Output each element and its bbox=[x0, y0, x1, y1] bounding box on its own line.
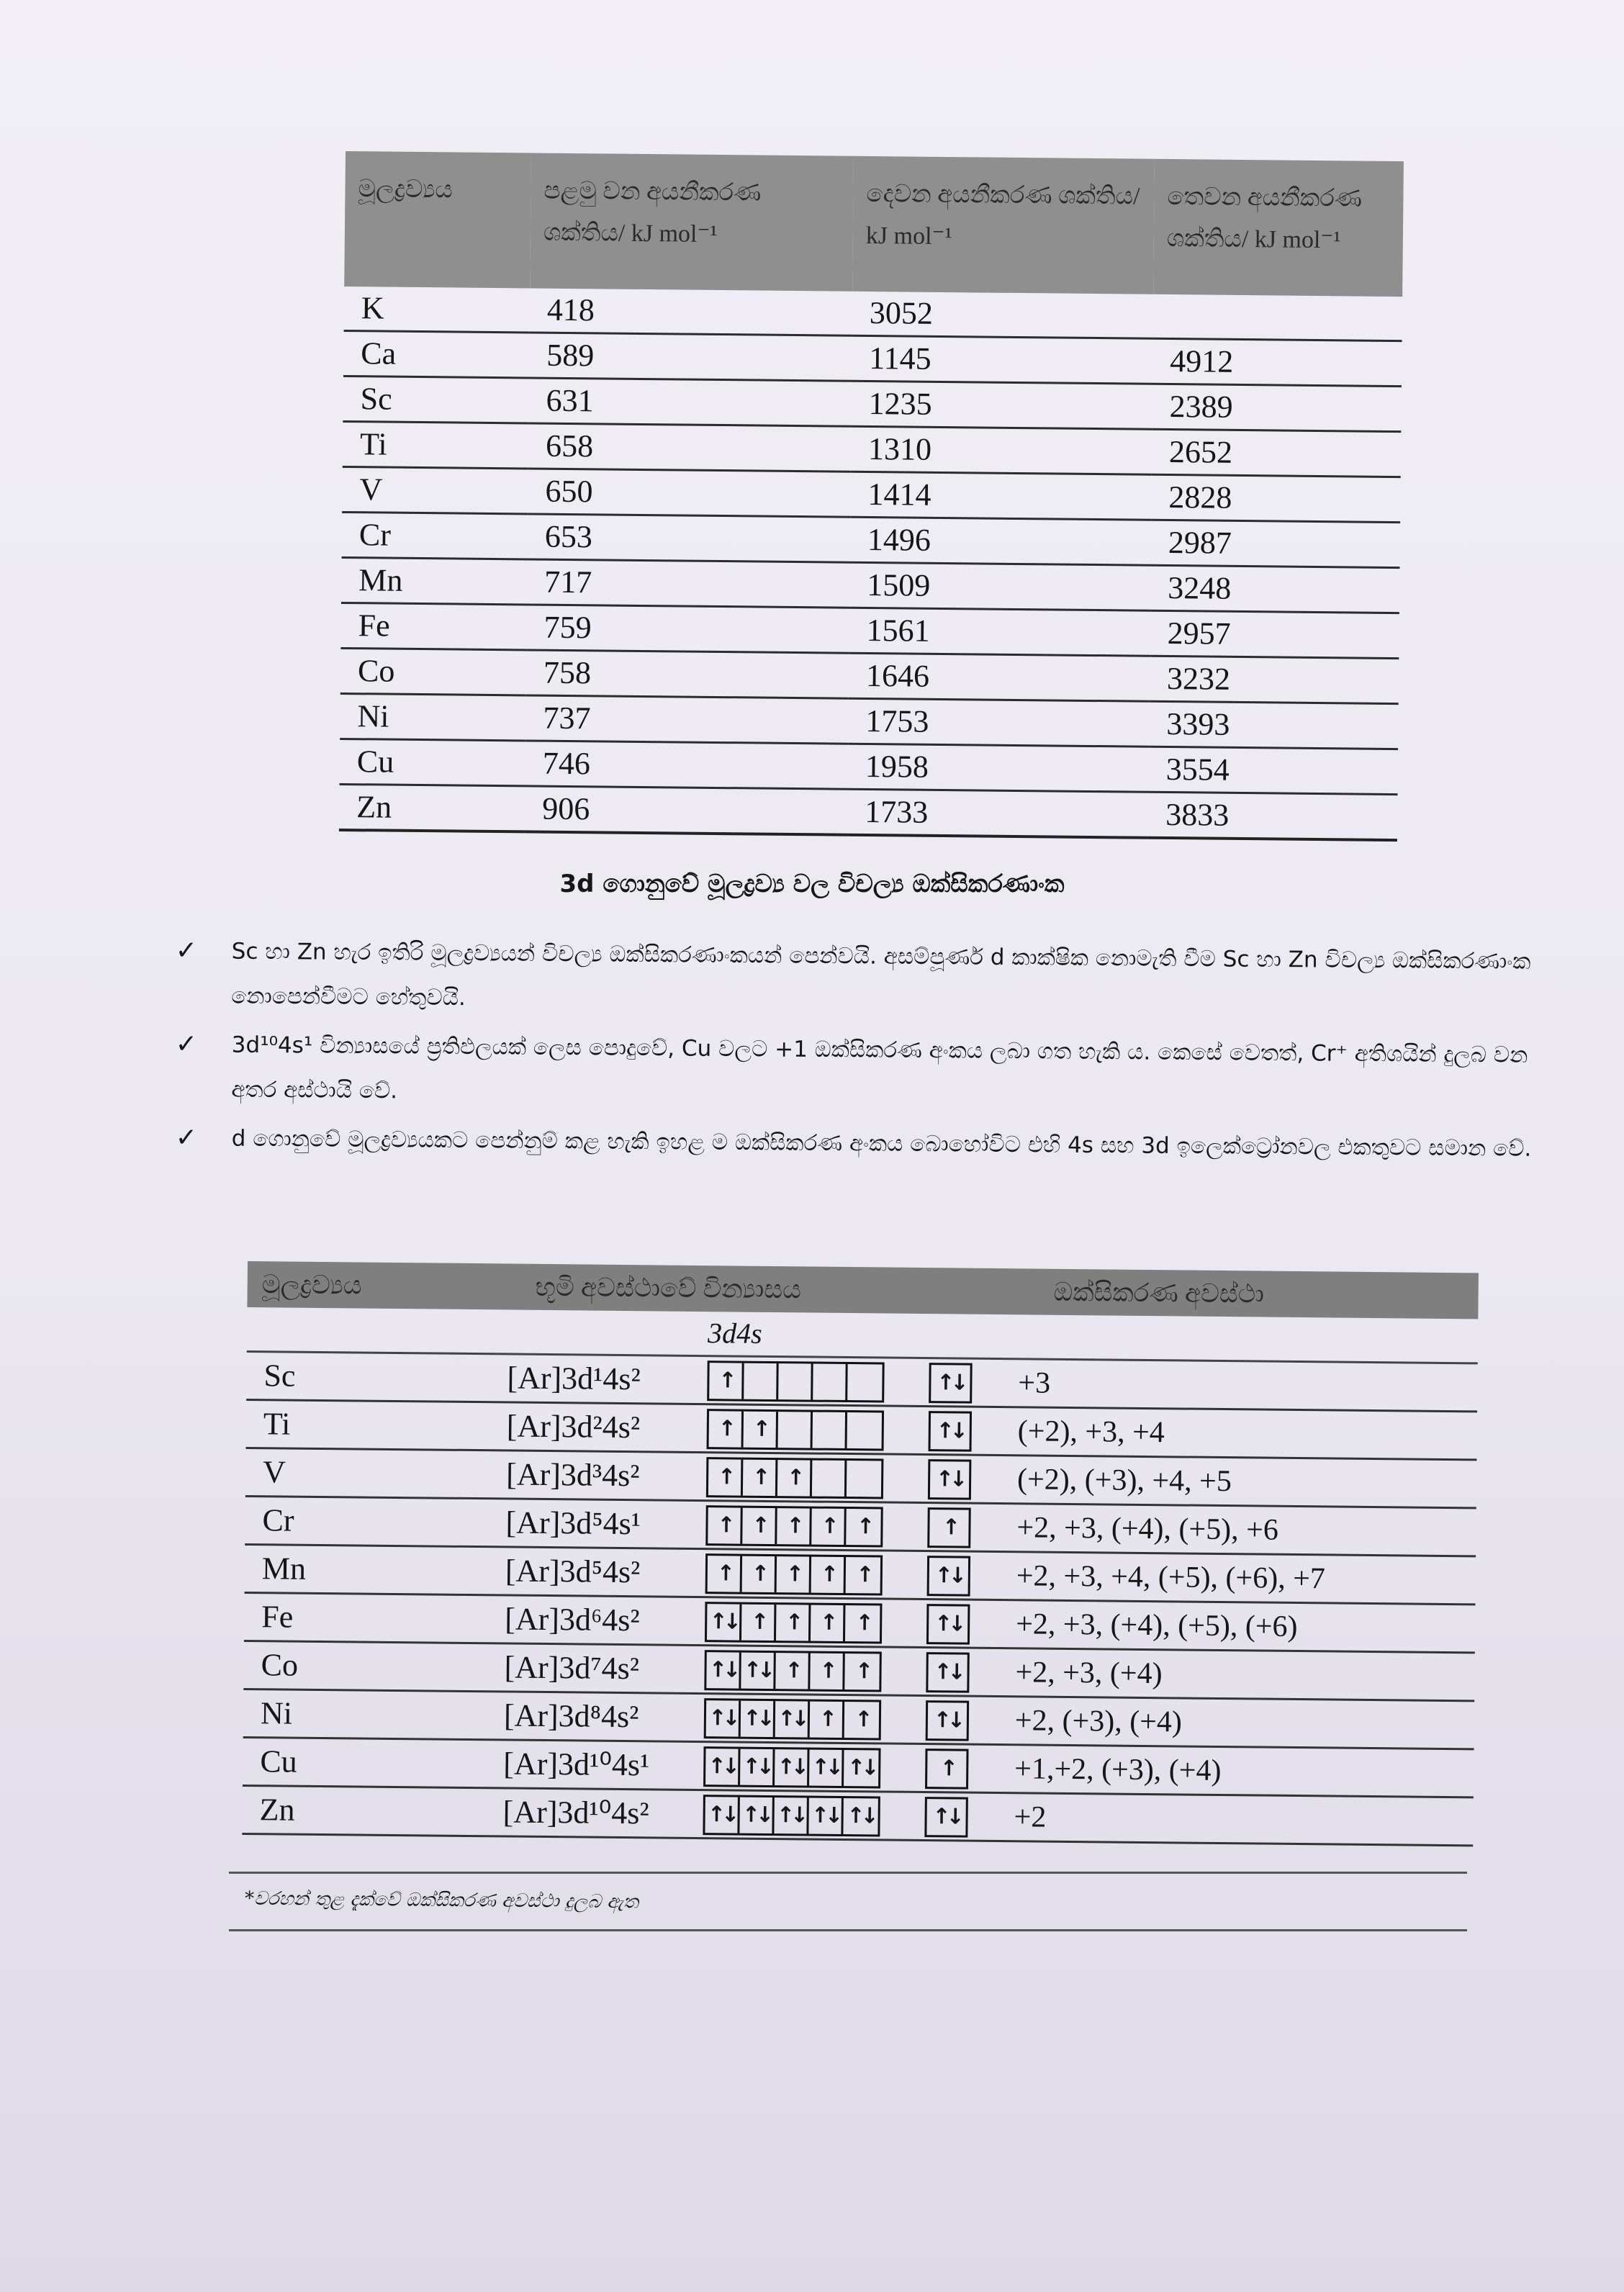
cell-third-ie: 2389 bbox=[1152, 384, 1402, 431]
check-icon: ✓ bbox=[175, 936, 198, 966]
config-header-element: මූලද්‍රව්‍යය bbox=[261, 1269, 362, 1300]
check-icon: ✓ bbox=[175, 1029, 198, 1060]
config-header-oxidation: ඔක්සිකරණ අවස්ථා bbox=[1053, 1277, 1265, 1309]
header-first-ie: පළමු වන අයනීකරණ ශක්තිය/ kJ mol⁻¹ bbox=[530, 153, 854, 291]
d-orbital-boxes bbox=[704, 1650, 882, 1692]
d-orbital-box: ↑↓ bbox=[741, 1701, 775, 1737]
d-orbital-box: ↑ bbox=[709, 1411, 744, 1447]
d-orbital-box: ↑ bbox=[810, 1702, 844, 1738]
cell-element: Mn bbox=[341, 557, 528, 604]
d-orbital-box: ↑ bbox=[709, 1363, 744, 1399]
cell-configuration: [Ar]3d⁸4s² bbox=[503, 1697, 639, 1735]
d-orbital-boxes bbox=[707, 1409, 885, 1450]
cell-first-ie: 631 bbox=[528, 378, 852, 426]
cell-element: Ti bbox=[263, 1406, 291, 1442]
d-orbital-box: ↑ bbox=[811, 1557, 846, 1593]
footnote: *වරහන් තුළ දැක්වේ ඔක්සිකරණ අවස්ථා දුලබ ඇත bbox=[244, 1887, 639, 1913]
cell-element: Co bbox=[261, 1647, 299, 1683]
cell-oxidation-states: +1,+2, (+3), (+4) bbox=[1014, 1752, 1222, 1788]
d-orbital-box bbox=[847, 1364, 882, 1400]
d-orbital-box: ↑ bbox=[855, 1610, 870, 1636]
cell-oxidation-states: +2, +3, +4, (+5), (+6), +7 bbox=[1016, 1559, 1326, 1596]
d-orbital-box: ↑ bbox=[776, 1605, 811, 1641]
cell-first-ie: 589 bbox=[529, 333, 852, 381]
cell-configuration: [Ar]3d¹⁰4s² bbox=[502, 1794, 649, 1831]
cell-third-ie: 3833 bbox=[1148, 792, 1398, 840]
d-orbital-box: ↑ bbox=[856, 1514, 871, 1540]
d-orbital-box: ↑ bbox=[742, 1508, 777, 1544]
d-orbital-boxes bbox=[706, 1457, 884, 1499]
cell-second-ie: 1509 bbox=[849, 562, 1151, 610]
d-orbital-boxes bbox=[703, 1795, 880, 1836]
d-orbital-box: ↑↓ bbox=[740, 1749, 775, 1785]
d-orbital-box: ↑ bbox=[708, 1507, 742, 1543]
d-orbital-box: ↑↓ bbox=[775, 1701, 810, 1737]
d-orbital-box: ↑ bbox=[854, 1659, 870, 1684]
ionization-table-body bbox=[339, 286, 1402, 840]
d-orbital-box: ↑↓ bbox=[741, 1653, 775, 1689]
cell-configuration: [Ar]3d⁵4s¹ bbox=[505, 1504, 641, 1542]
bullet-text: d ගොනුවේ මූලද්‍රව්‍යයකට පෙන්නුම් කළ හැකි ඉහළ ම ඔක්සිකරණ අංකය බොහෝවිට එහි 4s සහ 3d ඉලෙක්ට්‍රෝනවල එකතුවට සමාන වේ. bbox=[231, 1125, 1532, 1162]
s-orbital-box: ↑↓ bbox=[927, 1556, 971, 1597]
d-orbital-boxes bbox=[707, 1361, 885, 1402]
d-orbital-box bbox=[847, 1412, 882, 1448]
d-orbital-box: ↑↓ bbox=[775, 1749, 809, 1785]
cell-element: Cr bbox=[342, 512, 528, 559]
d-orbital-box: ↑ bbox=[811, 1605, 845, 1641]
cell-configuration: [Ar]3d⁵4s² bbox=[505, 1553, 641, 1590]
d-orbital-box: ↑ bbox=[810, 1653, 844, 1689]
s-orbital-box: ↑↓ bbox=[926, 1700, 970, 1741]
divider bbox=[229, 1872, 1467, 1874]
s-orbital-box: ↑↓ bbox=[929, 1411, 973, 1452]
d-orbital-box: ↑↓ bbox=[847, 1803, 875, 1829]
bullet-list bbox=[173, 929, 1562, 1165]
config-table-body bbox=[242, 1353, 1477, 1846]
cell-element: Zn bbox=[339, 784, 525, 831]
ionization-header-row bbox=[344, 151, 1404, 297]
s-orbital-box: ↑↓ bbox=[929, 1363, 973, 1404]
cell-second-ie: 1561 bbox=[849, 608, 1150, 656]
cell-configuration: [Ar]3d¹4s² bbox=[507, 1360, 641, 1397]
d-orbital-boxes bbox=[705, 1553, 883, 1595]
config-header-configuration: භූමි අවස්ථාවේ වින්‍යාසය bbox=[535, 1272, 802, 1304]
cell-configuration: [Ar]3d⁷4s² bbox=[504, 1649, 640, 1687]
cell-third-ie: 3232 bbox=[1150, 656, 1399, 703]
check-icon: ✓ bbox=[175, 1123, 198, 1153]
d-orbital-boxes bbox=[703, 1746, 881, 1788]
cell-first-ie: 650 bbox=[528, 469, 851, 517]
cell-element: Fe bbox=[261, 1599, 294, 1635]
cell-configuration: [Ar]3d⁶4s² bbox=[505, 1601, 640, 1638]
cell-first-ie: 759 bbox=[526, 605, 849, 653]
cell-second-ie: 1753 bbox=[848, 698, 1150, 746]
cell-third-ie: 2828 bbox=[1151, 474, 1401, 522]
d-orbital-box bbox=[847, 1461, 881, 1497]
s-orbital-box: ↑↓ bbox=[924, 1797, 968, 1838]
d-orbital-box: ↑ bbox=[775, 1653, 810, 1689]
cell-first-ie: 418 bbox=[530, 288, 853, 335]
bullet-text: 3d¹⁰4s¹ වින්‍යාසයේ ප්‍රතිඵලයක් ලෙස පොදුවේ, Cu වලට +1 ඔක්සිකරණ අංකය ලබා ගත හැකි ය. කෙසේ වෙතත්, Cr⁺ අතිශයින් දුලබ වන අතර අස්ථායි වේ. bbox=[231, 1032, 1528, 1104]
bullet-text: Sc හා Zn හැර ඉතිරි මූලද්‍රව්‍යයන් විචල්‍ය ඔක්සිකරණාංකයන් පෙන්වයි. අසම්පූර්ණ d කාක්ෂික නොමැති වීම Sc හා Zn විචල්‍ය ඔක්සිකරණාංක නොපෙන්වීමට හේතුවයි. bbox=[231, 938, 1531, 1011]
s-orbital-box: ↑↓ bbox=[928, 1459, 972, 1500]
cell-element: K bbox=[344, 286, 531, 333]
d-orbital-box: ↑ bbox=[708, 1459, 743, 1495]
bullet-item bbox=[172, 1022, 1562, 1122]
cell-oxidation-states: +3 bbox=[1018, 1366, 1051, 1400]
header-third-ie: තෙවන අයනීකරණ ශක්තිය/ kJ mol⁻¹ bbox=[1153, 159, 1404, 297]
d-orbital-boxes bbox=[705, 1602, 883, 1643]
s-orbital-box: ↑↓ bbox=[926, 1604, 970, 1645]
d-orbital-box: ↑ bbox=[708, 1556, 742, 1592]
cell-second-ie: 1414 bbox=[850, 472, 1152, 520]
d-orbital-box: ↑↓ bbox=[847, 1755, 875, 1781]
bullet-item bbox=[172, 929, 1562, 1029]
cell-first-ie: 906 bbox=[525, 786, 848, 835]
d-orbital-box bbox=[778, 1363, 813, 1399]
cell-first-ie: 758 bbox=[526, 650, 849, 698]
cell-second-ie: 1496 bbox=[850, 517, 1152, 565]
cell-element: V bbox=[262, 1454, 287, 1490]
cell-element: Co bbox=[340, 648, 527, 695]
cell-element: Fe bbox=[340, 603, 527, 649]
cell-first-ie: 653 bbox=[528, 514, 851, 562]
cell-first-ie: 717 bbox=[527, 559, 850, 608]
cell-third-ie: 2957 bbox=[1150, 610, 1399, 658]
d-orbital-box bbox=[813, 1412, 847, 1448]
cell-third-ie: 3248 bbox=[1150, 565, 1400, 613]
cell-second-ie: 1958 bbox=[848, 744, 1150, 792]
d-orbital-box bbox=[812, 1461, 847, 1497]
s-orbital-box: ↑ bbox=[927, 1507, 971, 1548]
cell-second-ie: 3052 bbox=[852, 292, 1154, 339]
d-orbital-box: ↑ bbox=[744, 1412, 778, 1448]
d-orbital-box: ↑ bbox=[777, 1556, 811, 1592]
cell-third-ie: 3554 bbox=[1149, 746, 1399, 794]
d-orbital-box: ↑↓ bbox=[808, 1798, 843, 1834]
cell-oxidation-states: (+2), +3, +4 bbox=[1017, 1415, 1165, 1450]
cell-first-ie: 737 bbox=[525, 695, 849, 744]
d-orbital-box: ↑↓ bbox=[774, 1797, 808, 1833]
d-orbital-box: ↑ bbox=[777, 1460, 812, 1496]
d-orbital-box bbox=[778, 1412, 813, 1448]
cell-oxidation-states: +2 bbox=[1014, 1800, 1047, 1834]
cell-oxidation-states: +2, +3, (+4) bbox=[1015, 1656, 1163, 1691]
cell-element: Cr bbox=[262, 1502, 294, 1538]
cell-oxidation-states: +2, +3, (+4), (+5), +6 bbox=[1016, 1511, 1279, 1547]
cell-element: Sc bbox=[343, 376, 529, 423]
d-orbital-box: ↑ bbox=[854, 1707, 869, 1733]
d-orbital-boxes bbox=[704, 1698, 882, 1740]
d-orbital-box: ↑↓ bbox=[705, 1749, 740, 1785]
s-orbital-box: ↑ bbox=[925, 1749, 969, 1790]
d-orbital-box: ↑↓ bbox=[706, 1652, 741, 1688]
orbital-subheader-label: 3d4s bbox=[707, 1317, 762, 1350]
cell-element: Sc bbox=[263, 1358, 296, 1394]
cell-oxidation-states: +2, +3, (+4), (+5), (+6) bbox=[1015, 1607, 1298, 1644]
d-orbital-box: ↑ bbox=[742, 1556, 777, 1592]
ionization-energy-table bbox=[339, 151, 1404, 842]
cell-oxidation-states: +2, (+3), (+4) bbox=[1014, 1704, 1183, 1739]
d-orbital-box: ↑↓ bbox=[809, 1750, 844, 1786]
cell-oxidation-states: (+2), (+3), +4, +5 bbox=[1016, 1463, 1232, 1499]
d-orbital-box: ↑ bbox=[741, 1605, 776, 1641]
cell-element: Ni bbox=[260, 1695, 293, 1731]
bullet-item bbox=[173, 1116, 1562, 1171]
d-orbital-box bbox=[744, 1363, 778, 1399]
cell-configuration: [Ar]3d³4s² bbox=[505, 1456, 640, 1494]
s-orbital-box: ↑↓ bbox=[926, 1652, 970, 1693]
table-row bbox=[339, 784, 1398, 840]
electron-configuration-table bbox=[242, 1261, 1479, 1846]
cell-element: Zn bbox=[259, 1792, 295, 1828]
d-orbital-box: ↑↓ bbox=[705, 1797, 739, 1833]
section-heading: 3d ගොනුවේ මූලද්‍රව්‍ය වල විචල්‍ය ඔක්සිකරණාංක bbox=[559, 870, 1065, 898]
cell-first-ie: 746 bbox=[525, 741, 849, 789]
cell-element: Ni bbox=[340, 693, 526, 740]
cell-element: Ti bbox=[343, 421, 529, 468]
cell-third-ie: 2652 bbox=[1152, 429, 1402, 477]
cell-configuration: [Ar]3d¹⁰4s¹ bbox=[503, 1746, 650, 1783]
cell-element: Mn bbox=[261, 1551, 307, 1587]
cell-configuration: [Ar]3d²4s² bbox=[506, 1408, 641, 1445]
cell-second-ie: 1646 bbox=[849, 653, 1150, 701]
cell-second-ie: 1310 bbox=[851, 426, 1152, 474]
cell-third-ie: 3393 bbox=[1149, 701, 1399, 749]
cell-element: V bbox=[342, 466, 528, 513]
cell-third-ie: 2987 bbox=[1151, 520, 1401, 567]
cell-second-ie: 1145 bbox=[852, 335, 1153, 384]
cell-first-ie: 658 bbox=[528, 423, 852, 472]
d-orbital-box: ↑ bbox=[777, 1508, 811, 1544]
header-second-ie: දෙවන අයනීකරණ ශක්තිය/ kJ mol⁻¹ bbox=[852, 156, 1155, 294]
d-orbital-box: ↑↓ bbox=[707, 1604, 741, 1640]
cell-second-ie: 1235 bbox=[851, 381, 1152, 429]
d-orbital-box: ↑ bbox=[856, 1562, 870, 1588]
d-orbital-box bbox=[813, 1364, 847, 1400]
cell-second-ie: 1733 bbox=[847, 789, 1149, 838]
cell-element: Ca bbox=[343, 330, 530, 377]
d-orbital-box: ↑↓ bbox=[706, 1700, 741, 1736]
cell-third-ie: 4912 bbox=[1152, 338, 1402, 386]
cell-element: Cu bbox=[260, 1743, 297, 1779]
d-orbital-boxes bbox=[705, 1505, 883, 1547]
divider bbox=[229, 1929, 1467, 1931]
header-element: මූලද්‍රව්‍යය bbox=[344, 151, 531, 288]
d-orbital-box: ↑↓ bbox=[739, 1797, 774, 1833]
cell-element: Cu bbox=[340, 739, 526, 785]
cell-third-ie bbox=[1153, 294, 1403, 341]
d-orbital-box: ↑ bbox=[743, 1460, 777, 1496]
d-orbital-box: ↑ bbox=[811, 1509, 846, 1545]
